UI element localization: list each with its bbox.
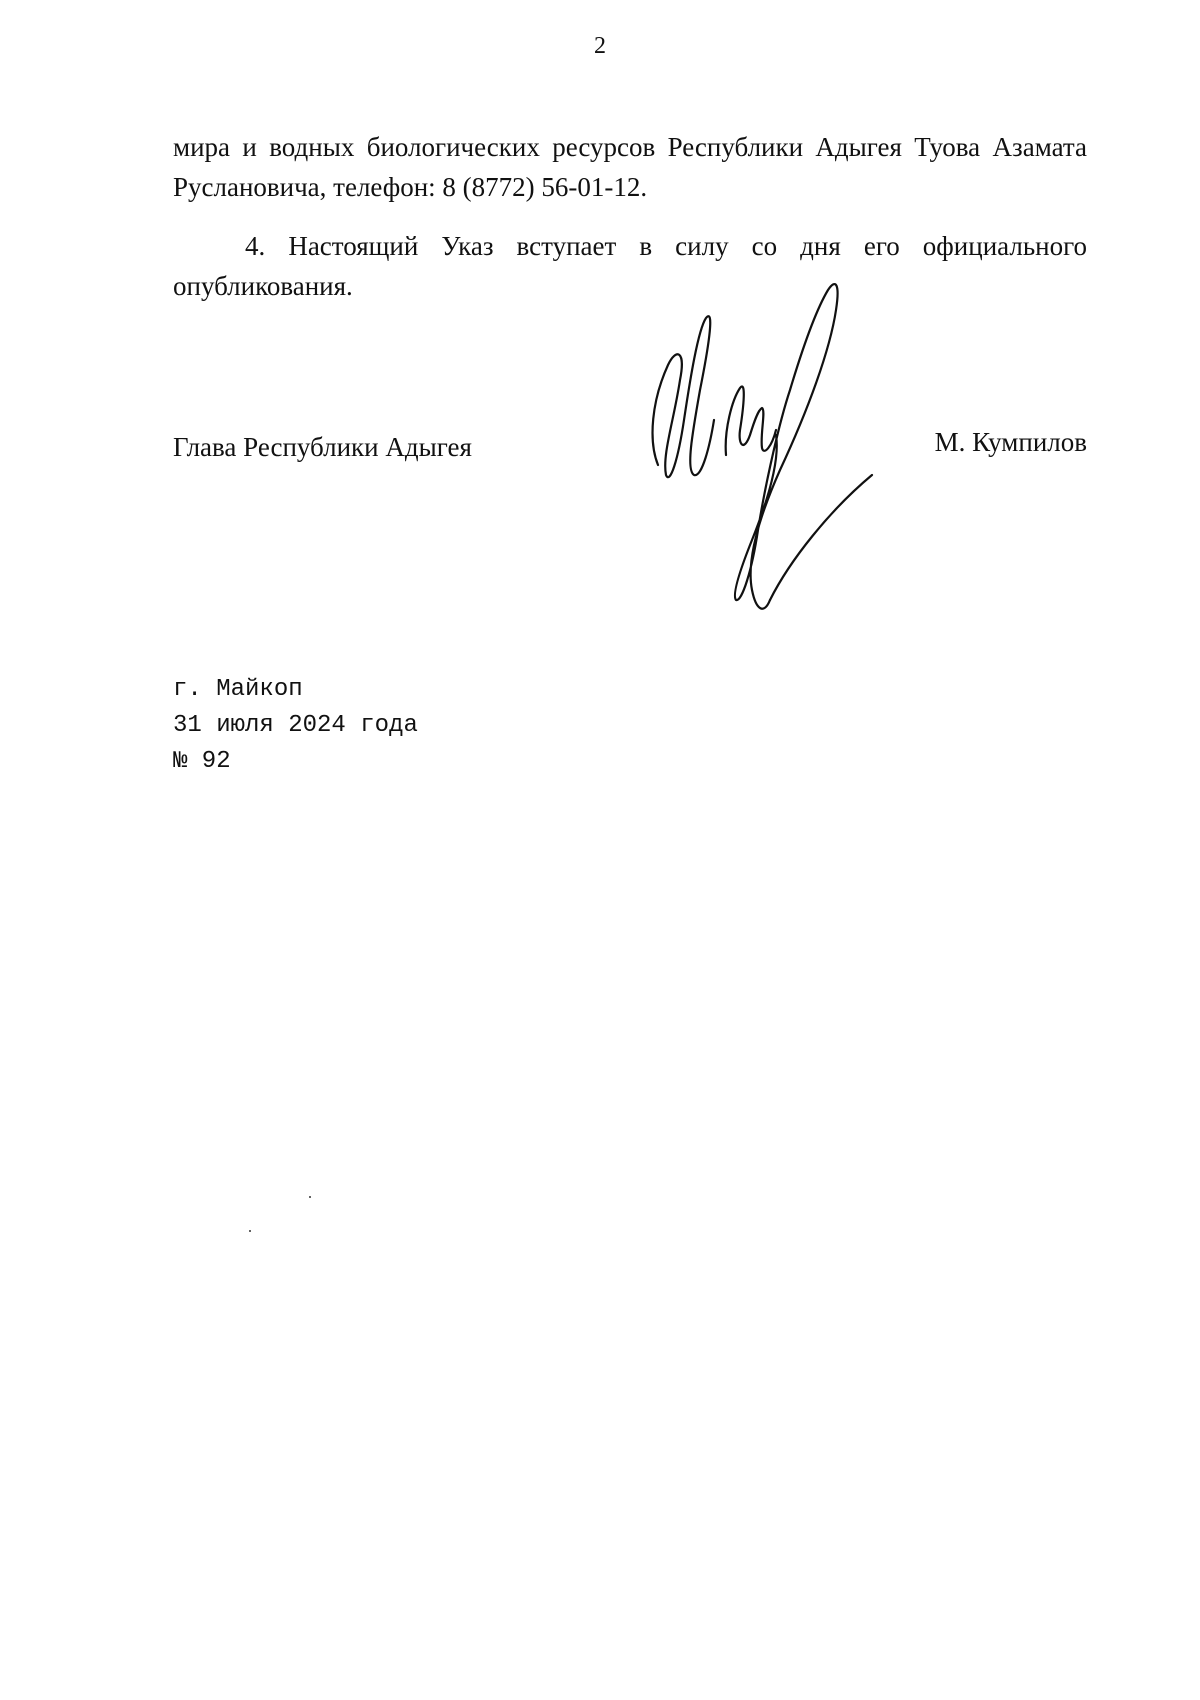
paragraph-effective-date: 4. Настоящий Указ вступает в силу со дня его официального опубликования. — [173, 231, 1087, 301]
scan-speck — [249, 1230, 251, 1232]
issuance-details — [173, 672, 418, 780]
issuance-city: г. Майкоп — [173, 676, 303, 703]
signatory-name: М. Кумпилов — [934, 427, 1087, 457]
paragraph-continuation: мира и водных биологических ресурсов Республики Адыгея Туова Азамата Руслановича, телефон: 8 (8772) 56-01-12. — [173, 132, 1087, 202]
scan-speck — [309, 1196, 311, 1198]
page-number: 2 — [594, 33, 606, 59]
issuance-date: 31 июля 2024 года — [173, 712, 418, 739]
issuance-number: № 92 — [173, 748, 231, 775]
signatory-title: Глава Республики Адыгея — [173, 432, 472, 462]
handwritten-signature-icon — [640, 270, 900, 640]
